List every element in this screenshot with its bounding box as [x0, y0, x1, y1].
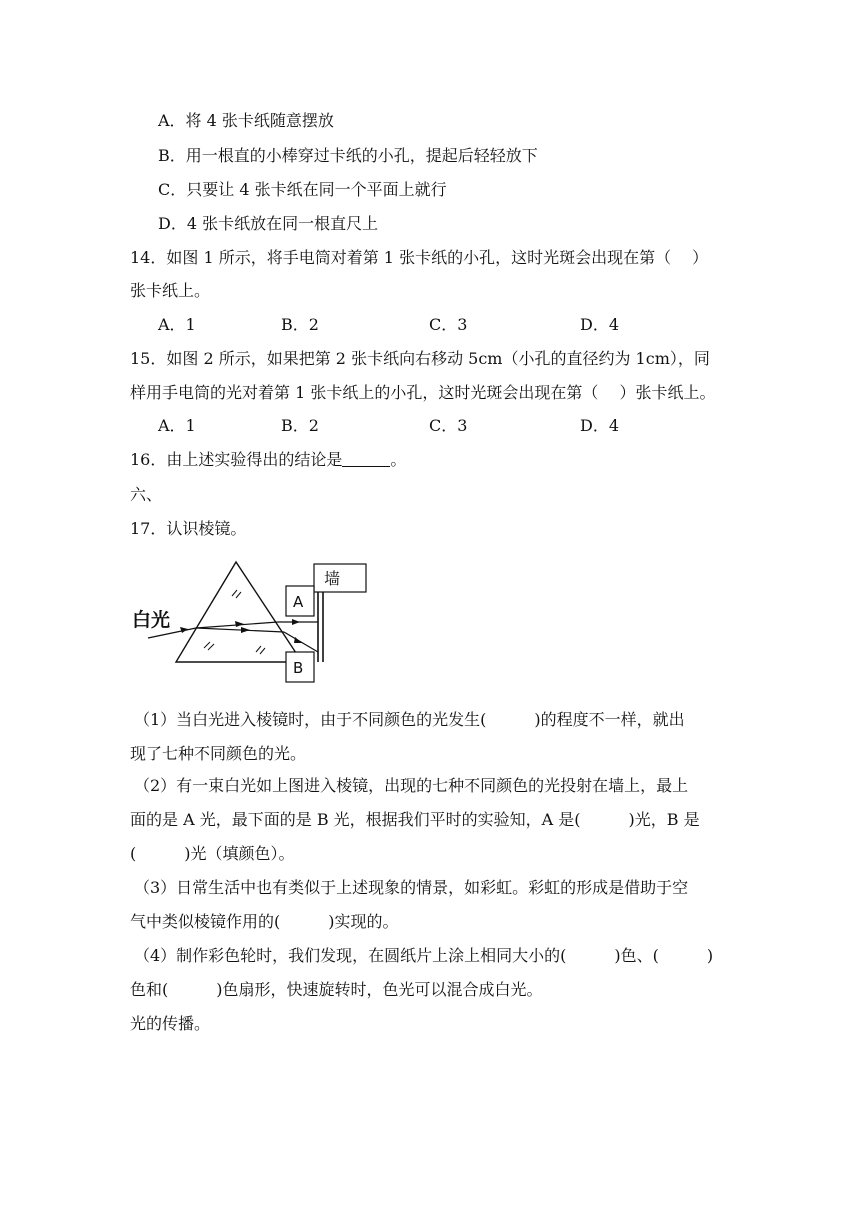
arrow-icon — [235, 621, 244, 627]
white-light-label: 白光 — [132, 609, 171, 631]
prism-hatch — [208, 644, 214, 650]
q14-option-c: C．3 — [429, 315, 468, 334]
q17-part1-line2: 现了七种不同颜色的光。 — [130, 744, 307, 763]
q13-option-d: D．4 张卡纸放在同一根直尺上 — [158, 214, 379, 233]
q17-part4-line2: 色和( )色扇形，快速旋转时，色光可以混合成白光。 — [130, 980, 543, 999]
arrow-icon — [294, 637, 302, 643]
q14-stem-line1: 14．如图 1 所示，将手电筒对着第 1 张卡纸的小孔，这时光斑会出现在第（ ） — [130, 248, 709, 267]
q15-option-c: C．3 — [429, 416, 468, 435]
q17-part2-line2: 面的是 A 光，最下面的是 B 光，根据我们平时的实验知，A 是( )光，B 是 — [130, 810, 700, 829]
q16-stem-text: 16．由上述实验得出的结论是 — [130, 450, 343, 469]
prism-hatch — [236, 592, 241, 598]
q15-stem-line1: 15．如图 2 所示，如果把第 2 张卡纸向右移动 5cm（小孔的直径约为 1cm），同 — [130, 349, 710, 368]
section-heading-six: 六、 — [130, 485, 163, 504]
wall-label: 墙 — [324, 569, 341, 588]
q15-option-b: B．2 — [281, 416, 319, 435]
prism-hatch — [256, 646, 261, 652]
prism-hatch — [260, 648, 265, 654]
q16-stem-end: 。 — [390, 450, 407, 469]
footer-text: 光的传播。 — [130, 1014, 211, 1033]
q13-option-b: B．用一根直的小棒穿过卡纸的小孔，提起后轻轻放下 — [158, 146, 538, 165]
q15-option-d: D．4 — [580, 416, 620, 435]
label-b: B — [293, 659, 304, 677]
q14-option-d: D．4 — [580, 315, 620, 334]
q15-option-a: A．1 — [158, 416, 196, 435]
q16-answer-blank[interactable] — [342, 450, 390, 467]
q17-part3-line2: 气中类似棱镜作用的( )实现的。 — [130, 912, 399, 931]
q13-option-a: A．将 4 张卡纸随意摆放 — [158, 111, 334, 130]
q17-part4-line1: （4）制作彩色轮时，我们发现，在圆纸片上涂上相同大小的( )色、( ) — [134, 946, 714, 965]
prism-figure — [132, 556, 372, 688]
q17-part3-line1: （3）日常生活中也有类似于上述现象的情景，如彩虹。彩虹的形成是借助于空 — [134, 878, 689, 897]
q13-option-c: C．只要让 4 张卡纸在同一个平面上就行 — [158, 180, 447, 199]
refracted-ray — [196, 628, 284, 632]
prism-hatch — [204, 642, 210, 648]
q14-option-b: B．2 — [281, 315, 319, 334]
q17-part1-line1: （1）当白光进入棱镜时，由于不同颜色的光发生( )的程度不一样，就出 — [134, 710, 685, 729]
arrow-icon — [292, 619, 300, 625]
arrow-icon — [241, 627, 250, 633]
prism-hatch — [232, 590, 237, 596]
label-a: A — [293, 593, 304, 611]
q17-part2-line3: ( )光（填颜色）。 — [130, 844, 295, 863]
q14-option-a: A．1 — [158, 315, 196, 334]
q17-title: 17．认识棱镜。 — [130, 519, 247, 538]
prism-shape — [176, 562, 302, 662]
q14-stem-line2: 张卡纸上。 — [130, 281, 211, 300]
q17-part2-line1: （2）有一束白光如上图进入棱镜，出现的七种不同颜色的光投射在墙上，最上 — [134, 776, 689, 795]
q15-stem-line2: 样用手电筒的光对着第 1 张卡纸上的小孔，这时光斑会出现在第（ ）张卡纸上。 — [130, 383, 716, 402]
prism-diagram — [132, 556, 372, 688]
q16-stem — [130, 450, 406, 470]
